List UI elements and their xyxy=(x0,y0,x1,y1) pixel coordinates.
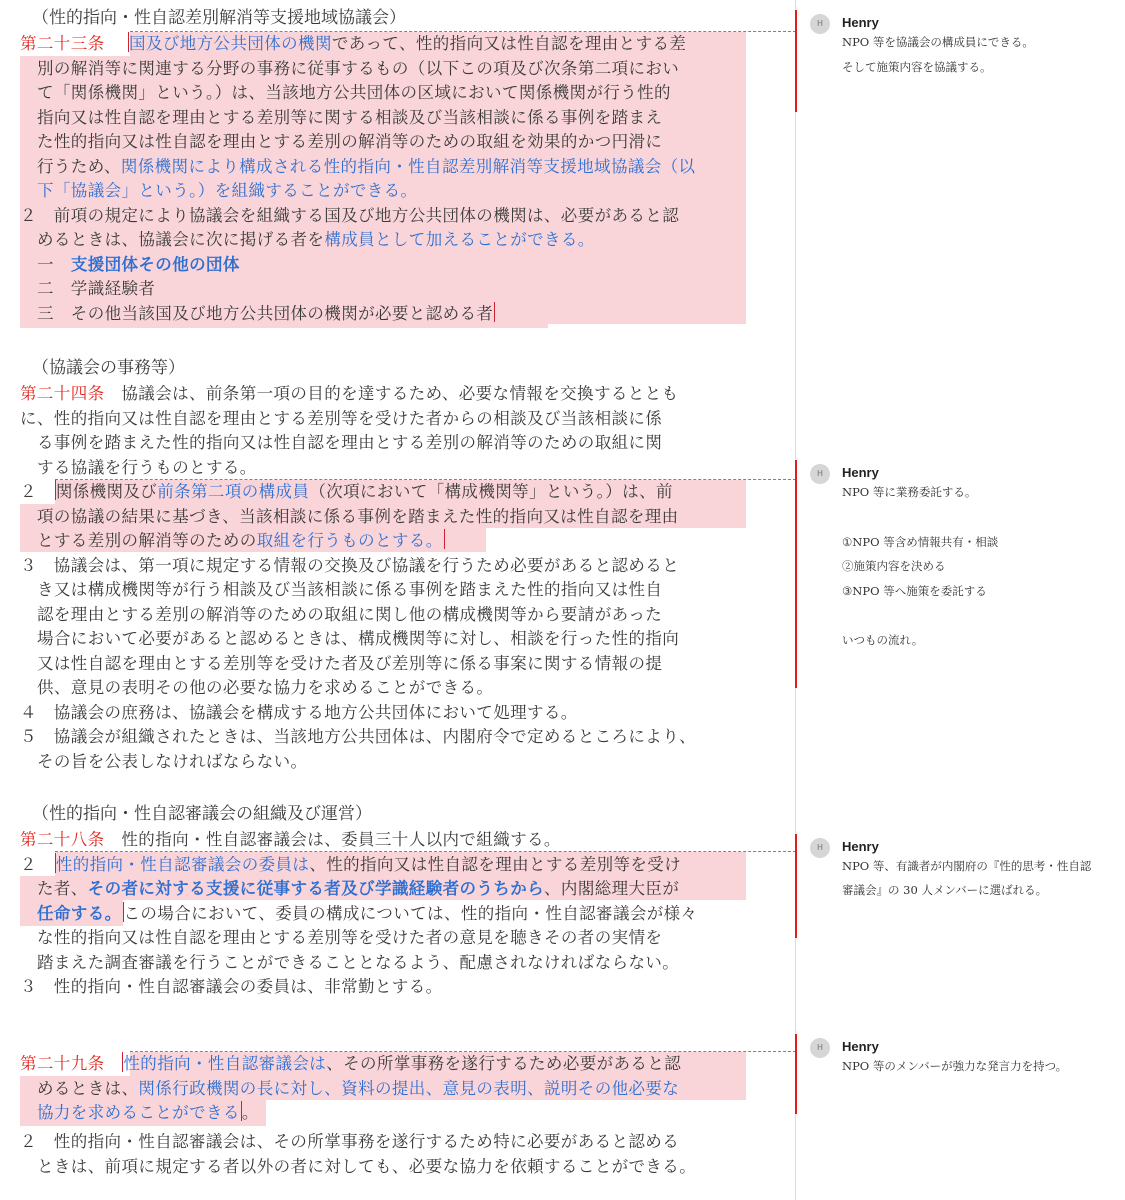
article28-line-5: 踏まえた調査審議を行うことができることとなるよう、配慮されなければならない。 xyxy=(37,952,680,972)
comment-text: 審議会』の 30 人メンバーに選ばれる。 xyxy=(842,883,1048,897)
comment-card[interactable] xyxy=(810,838,1120,908)
avatar: H xyxy=(810,838,830,858)
article28-line-3: 任命する。 この場合において、委員の構成については、性的指向・性自認審議会が様々 xyxy=(37,903,698,923)
comment-text: いつもの流れ。 xyxy=(842,633,924,647)
article-number: 第二十四条 xyxy=(20,384,105,403)
article23-line-4: た性的指向又は性自認を理由とする差別の解消等のための取組を効果的かつ円滑に xyxy=(37,132,663,151)
article23-line-0: 第二十三条 国及び地方公共団体の機関であって、性的指向又は性自認を理由とする差 xyxy=(20,34,687,53)
article24-line-0: 第二十四条 協議会は、前条第一項の目的を達するため、必要な情報を交換するととも xyxy=(20,384,679,403)
article-number: 第二十三条 xyxy=(20,34,105,53)
article24-line-11: 又は性自認を理由とする差別等を受けた者及び差別等に係る事案に関する情報の提 xyxy=(37,653,663,673)
comment-connector xyxy=(55,851,796,852)
article29-line-4: ときは、前項に規定する者以外の者に対しても、必要な協力を依頼することができる。 xyxy=(37,1156,697,1176)
comment-card[interactable] xyxy=(810,464,1120,664)
article24-line-2: る事例を踏まえた性的指向又は性自認を理由とする差別の解消等のための取組に関 xyxy=(37,433,663,452)
comment-connector xyxy=(55,479,796,480)
comment-author: Henry xyxy=(842,839,879,854)
article29-line-3: ２ 性的指向・性自認審議会は、その所掌事務を遂行するため特に必要があると認める xyxy=(20,1132,680,1151)
article29-line-1: めるときは、関係行政機関の長に対し、資料の提出、意見の表明、説明その他必要な xyxy=(37,1078,680,1098)
comment-text: NPO 等に業務委託する。 xyxy=(842,485,977,499)
comment-text: ②施策内容を決める xyxy=(842,559,946,573)
comment-end-cursor xyxy=(444,529,445,549)
article23-line-10: 二 学識経験者 xyxy=(37,279,156,298)
comment-text: ③NPO 等へ施策を委託する xyxy=(842,584,987,598)
article23-line-3: 指向又は性自認を理由とする差別等に関する相談及び当該相談に係る事例を踏まえ xyxy=(37,107,663,127)
article24-line-10: 場合において必要があると認めるときは、構成機関等に対し、相談を行った性的指向 xyxy=(37,629,680,648)
article29-line-2: 協力を求めることができる 。 xyxy=(37,1103,259,1122)
article24-line-12: 供、意見の表明その他の必要な協力を求めることができる。 xyxy=(37,678,494,697)
article24-line-3: する協議を行うものとする。 xyxy=(37,457,257,477)
article23-line-11: 三 その他当該国及び地方公共団体の機関が必要と認める者 xyxy=(37,303,494,323)
article28-line-6: ３ 性的指向・性自認審議会の委員は、非常勤とする。 xyxy=(20,977,443,996)
article23-heading: （性的指向・性自認差別解消等支援地域協議会） xyxy=(32,8,406,28)
article23-line-1: 別の解消等に関連する分野の事務に従事するもの（以下この項及び次条第二項におい xyxy=(37,58,680,78)
article-number: 第二十八条 xyxy=(20,830,105,849)
article24-line-13: ４ 協議会の庶務は、協議会を構成する地方公共団体において処理する。 xyxy=(20,702,578,722)
comment-range-bar xyxy=(795,460,797,688)
comment-text: NPO 等を協議会の構成員にできる。 xyxy=(842,35,1034,49)
avatar: H xyxy=(810,14,830,34)
article28-line-0: 第二十八条 性的指向・性自認審議会は、委員三十人以内で組織する。 xyxy=(20,830,561,849)
article24-line-6: とする差別の解消等のための取組を行うものとする。 xyxy=(37,531,443,550)
article24-line-8: き又は構成機関等が行う相談及び当該相談に係る事例を踏まえた性的指向又は性自 xyxy=(37,580,663,599)
comment-card[interactable] xyxy=(810,1038,1120,1088)
comment-author: Henry xyxy=(842,1039,879,1054)
article24-line-5: 項の協議の結果に基づき、当該相談に係る事例を踏まえた性的指向又は性自認を理由 xyxy=(37,506,679,526)
article24-line-1: に、性的指向又は性自認を理由とする差別等を受けた者からの相談及び当該相談に係 xyxy=(20,408,663,428)
article-number: 第二十九条 xyxy=(20,1054,105,1073)
article28-line-1: ２ 性的指向・性自認審議会の委員は、性的指向又は性自認を理由とする差別等を受け xyxy=(20,854,682,874)
comment-text: NPO 等のメンバーが強力な発言力を持つ。 xyxy=(842,1059,1068,1073)
article28-heading: （性的指向・性自認審議会の組織及び運営） xyxy=(32,804,372,824)
avatar: H xyxy=(810,464,830,484)
article24-line-15: その旨を公表しなければならない。 xyxy=(37,751,308,771)
article28-line-4: な性的指向又は性自認を理由とする差別等を受けた者の意見を聴きその者の実情を xyxy=(37,928,663,947)
article28-line-2: た者、その者に対する支援に従事する者及び学識経験者のうちから、内閣総理大臣が xyxy=(37,879,680,898)
comment-end-cursor xyxy=(494,302,495,322)
comment-text: NPO 等、有識者が内閣府の『性的思考・性自認 xyxy=(842,859,1092,873)
comment-text: そして施策内容を協議する。 xyxy=(842,60,992,74)
comment-card[interactable] xyxy=(810,14,1120,94)
article24-line-9: 認を理由とする差別の解消等のための取組に関し他の構成機関等から要請があった xyxy=(37,604,663,624)
comment-author: Henry xyxy=(842,465,879,480)
article23-line-6: 下「協議会」という。）を組織することができる。 xyxy=(37,181,418,200)
article23-line-5: 行うため、関係機関により構成される性的指向・性自認差別解消等支援地域協議会（以 xyxy=(37,156,696,176)
comment-range-bar xyxy=(795,834,797,938)
article29-line-0: 第二十九条 性的指向・性自認審議会は、その所掌事務を遂行するため必要があると認 xyxy=(20,1054,682,1073)
comment-text: ①NPO 等含め情報共有・相談 xyxy=(842,535,999,549)
comment-author: Henry xyxy=(842,15,879,30)
article24-line-4: ２ 関係機関及び前条第二項の構成員（次項において「構成機関等」という。）は、前 xyxy=(20,482,673,501)
article24-line-14: ５ 協議会が組織されたときは、当該地方公共団体は、内閣府令で定めるところにより、 xyxy=(20,727,696,746)
avatar: H xyxy=(810,1038,830,1058)
article23-line-2: て「関係機関」という。）は、当該地方公共団体の区域において関係機関が行う性的 xyxy=(37,83,671,102)
article23-line-9: 一 支援団体その他の団体 xyxy=(37,254,240,274)
article23-line-8: めるときは、協議会に次に掲げる者を構成員として加えることができる。 xyxy=(37,230,595,249)
article23-line-7: ２ 前項の規定により協議会を組織する国及び地方公共団体の機関は、必要があると認 xyxy=(20,205,680,225)
article24-heading: （協議会の事務等） xyxy=(32,358,185,378)
comment-range-bar xyxy=(795,1034,797,1114)
comment-connector xyxy=(130,1051,796,1052)
comment-range-bar xyxy=(795,10,797,112)
comment-connector xyxy=(130,31,796,32)
article24-line-7: ３ 協議会は、第一項に規定する情報の交換及び協議を行うため必要があると認めると xyxy=(20,555,680,575)
